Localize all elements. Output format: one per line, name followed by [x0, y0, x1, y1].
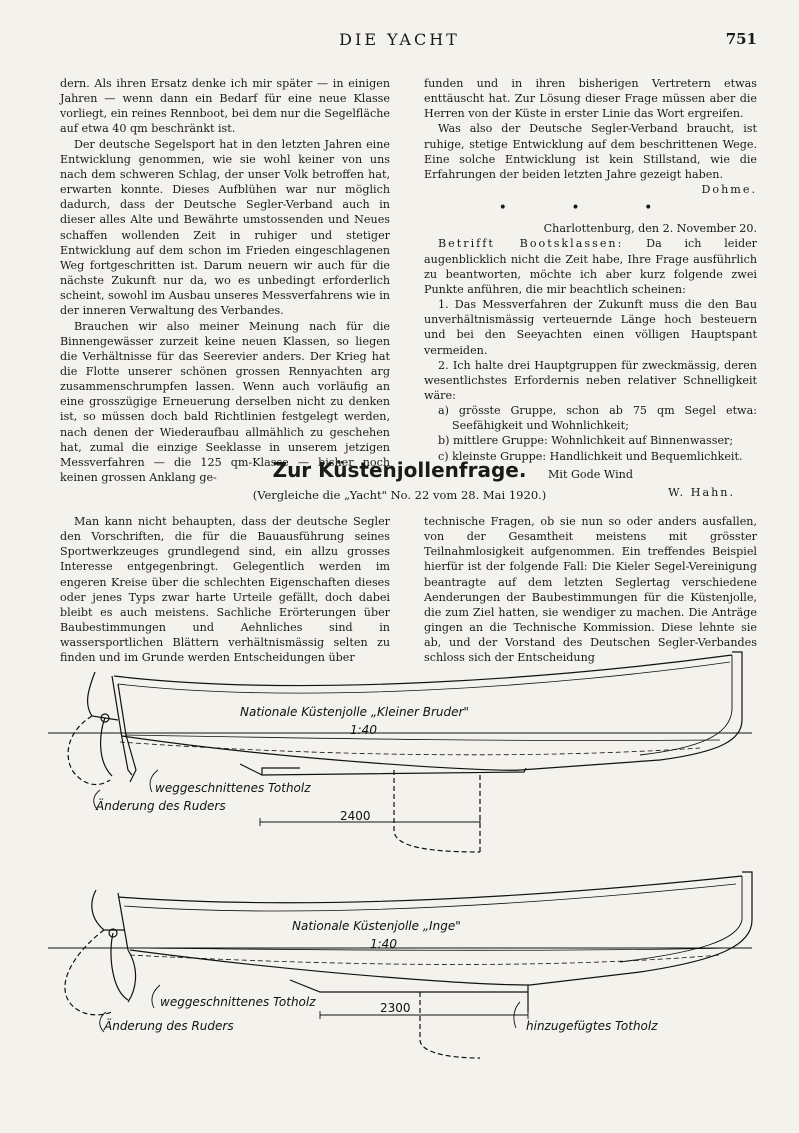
- group-c: c) kleinste Gruppe: Handlichkeit und Bequemlichkeit.: [438, 449, 743, 463]
- paragraph: Der deutsche Segelsport hat in den letzten Jahren eine Entwicklung genommen, wie sie wohl keiner von uns nach dem schweren Schlag, der unser Volk betroffen hat, erwarten konnte. Dieses Aufblühen war nur möglich dadurch, dass der Deutsche Segler-Verband auch in dieser alles Alte und Bewährte umstossenden und Neues schaffen wollenden Zeit in ruhiger und stetiger Entwicklung auf dem schon im Frieden eingeschlagenen Weg fortgeschritten ist. Darum neuern wir auch für die nächste Zukunft nur da, wo es unbedingt erforderlich scheint, sowohl im Ausbau unseres Messverfahrens wie in der inneren Verwaltung des Verbandes.: [60, 137, 390, 318]
- top-left-column: [60, 76, 390, 485]
- drawing2-dimension: 2300: [380, 1001, 411, 1015]
- signature-dohme: Dohme.: [701, 183, 757, 197]
- dateline: Charlottenburg, den 2. November 20.: [543, 222, 757, 236]
- paragraph: funden und in ihren bisherigen Vertretern etwas enttäuscht hat. Zur Lösung dieser Frage müssen aber die Herren von der Küste in erster Linie das Wort ergreifen.: [424, 77, 757, 121]
- drawing1-dimension: 2400: [340, 809, 371, 823]
- signature-hahn: W. Hahn.: [668, 485, 735, 499]
- page-number: 751: [725, 30, 757, 48]
- hull-drawings: [0, 640, 799, 1133]
- separator-dots: • • •: [498, 200, 683, 217]
- drawing2-scale: 1:40: [370, 937, 397, 951]
- paragraph: technische Fragen, ob sie nun so oder anders ausfallen, von der Gesamtheit meistens mit grösster Teilnahmlosigkeit aufgenommen. Ein treffendes Beispiel hierfür ist der folgende Fall: Die Kieler Segel-Vereinigung beantragte auf dem letzten Seglertag verschiedene Aenderungen der Baubestimmungen für die Küstenjolle, die zum Ziel hatten, sie wendiger zu machen. Die Anträge gingen an die Technische Kommission. Diese lehnte sie ab, und der Vorstand des Deutschen Segler-Verbandes schloss sich der Entscheidung: [424, 515, 757, 665]
- paragraph: Man kann nicht behaupten, dass der deutsche Segler den Vorschriften, die für die Bauausführung seines Sportwerkzeuges grundlegend sind, ein allzu grosses Interesse entgegenbringt. Gelegentlich werden im engeren Kreise über die schlechten Eigenschaften dieses oder jenes Typs zwar harte Urteile gefällt, doch dabei bleibt es auch meistens. Sachliche Erörterungen über Baubestimmungen und Aehnliches sind in wassersportlichen Blättern verhältnismässig selten zu finden und im Grunde werden Entscheidungen über: [60, 515, 390, 665]
- closing: Mit Gode Wind: [548, 467, 633, 481]
- drawing2-caption: Nationale Küstenjolle „Inge": [292, 919, 461, 933]
- hull-drawing-kleiner-bruder: [48, 652, 752, 852]
- group-a: a) grösste Gruppe, schon ab 75 qm Segel etwa: Seefähigkeit und Wohnlichkeit;: [438, 404, 757, 433]
- group-b: b) mittlere Gruppe: Wohnlichkeit auf Binnenwasser;: [438, 434, 734, 448]
- article-subtitle: (Vergleiche die „Yacht" No. 22 vom 28. Mai 1920.): [252, 488, 547, 502]
- drawing2-rudder-label: Änderung des Ruders: [104, 1019, 234, 1033]
- paragraph: Brauchen wir also meiner Meinung nach für die Binnengewässer zurzeit keine neuen Klassen, so liegen die Verhältnisse für das Seerevier anders. Der Krieg hat die Flotte unserer schönen grossen Rennyachten arg zusammenschrumpfen lassen. Wenn auch vorläufig an eine grosszügige Erneuerung derselben nicht zu denken ist, so müssen doch bald Richtlinien festgelegt werden, nach denen der Wiederaufbau allmählich zu geschehen hat, zumal die einzige Seeklasse in unserem jetzigen Messverfahren — die 125 qm-Klasse — bisher noch keinen grossen Anklang ge-: [60, 319, 390, 485]
- drawing2-added-label: hinzugefügtes Totholz: [526, 1019, 658, 1033]
- drawing1-deadwood-label: weggeschnittenes Totholz: [155, 781, 311, 795]
- paragraph: Was also der Deutsche Segler-Verband braucht, ist ruhige, stetige Entwicklung auf dem beschrittenen Wege. Eine solche Entwicklung ist kein Stillstand, wie die Erfahrungen der beiden letzten Jahre gezeigt haben.: [424, 122, 757, 181]
- drawing1-scale: 1:40: [350, 723, 377, 737]
- letter-body: Da ich leider augenblicklich nicht die Zeit habe, Ihre Frage ausführlich zu beantworten, möchte ich aber kurz folgende zwei Punkte anführen, die mir beachtlich scheinen:: [424, 237, 758, 296]
- paragraph: dern. Als ihren Ersatz denke ich mir später — in einigen Jahren — wenn dann ein Bedarf für eine neue Klasse vorliegt, ein reines Rennboot, bei dem nur die Segelfläche auf etwa 40 qm beschränkt ist.: [60, 77, 390, 136]
- point-1: 1. Das Messverfahren der Zukunft muss die den Bau unverhältnismässig verteuernde Länge hoch besteuern und bei den Seeyachten einen völligen Hauptspant vermeiden.: [424, 298, 757, 357]
- running-title: DIE YACHT: [339, 30, 460, 49]
- point-2: 2. Ich halte drei Hauptgruppen für zweckmässig, deren wesentlichstes Erfordernis neben relativer Schnelligkeit wäre:: [424, 358, 757, 402]
- top-right-column: [424, 76, 757, 500]
- letter-lead: Betrifft Bootsklassen:: [438, 237, 624, 251]
- article-title: Zur Küstenjollenfrage.: [272, 458, 527, 482]
- drawing1-rudder-label: Änderung des Ruders: [96, 799, 226, 813]
- drawing1-caption: Nationale Küstenjolle „Kleiner Bruder": [240, 705, 469, 719]
- drawing2-deadwood-label: weggeschnittenes Totholz: [160, 995, 316, 1009]
